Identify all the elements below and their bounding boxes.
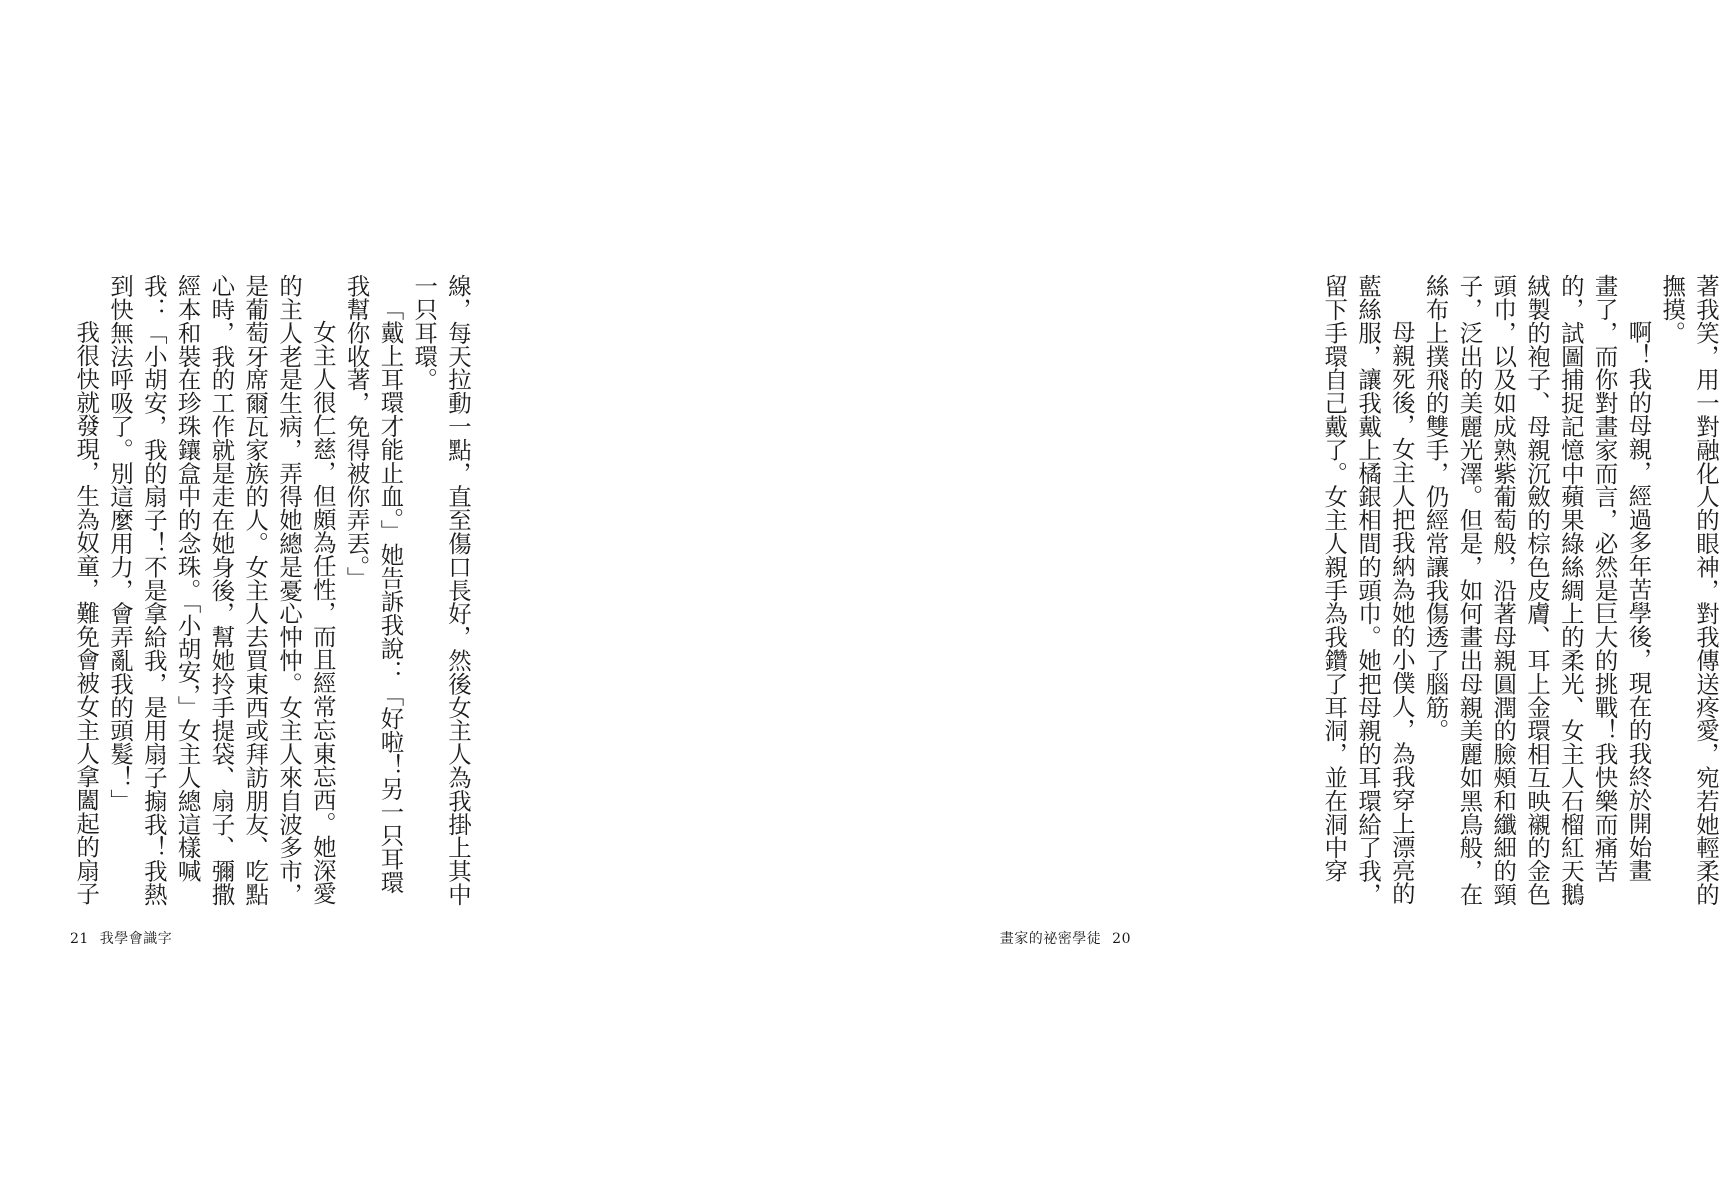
text-line: 到快無法呼吸了。別這麼用力，會弄亂我的頭髮！」 <box>106 274 135 813</box>
running-head: 畫家的祕密學徒 <box>999 931 1102 947</box>
text-line: 著我笑，用一對融化人的眼神，對我傳送疼愛，宛若她輕柔的 <box>1692 274 1720 906</box>
text-line: 經本和裝在珍珠鑲盒中的念珠。「小胡安，」女主人總這樣喊 <box>173 274 202 883</box>
text-line: 一只耳環。 <box>410 274 439 391</box>
text-line: 啊！我的母親，經過多年苦學後，現在的我終於開始畫 <box>1624 320 1653 882</box>
text-line: 我：「小胡安，我的扇子！不是拿給我，是用扇子搧我！我熱 <box>139 274 168 906</box>
text-line: 藍絲服，讓我戴上橘銀相間的頭巾。她把母親的耳環給了我， <box>1354 274 1383 906</box>
right-page-footer <box>1000 930 1137 948</box>
text-line: 心時，我的工作就是走在她身後，幫她拎手提袋、扇子、彌撒 <box>207 274 236 906</box>
right-page <box>600 0 1720 1200</box>
page-number: 21 <box>70 931 89 947</box>
text-line: 的，試圖捕捉記憶中蘋果綠絲綢上的柔光、女主人石榴紅天鵝 <box>1556 274 1585 906</box>
text-line: 子，泛出的美麗光澤。但是，如何畫出母親美麗如黑鳥般，在 <box>1455 274 1484 906</box>
text-line: 絲布上撲飛的雙手，仍經常讓我傷透了腦筋。 <box>1421 274 1450 742</box>
page-number: 20 <box>1112 931 1131 947</box>
text-line: 母親死後，女主人把我納為她的小僕人，為我穿上漂亮的 <box>1387 320 1416 905</box>
left-page-footer <box>64 930 172 948</box>
text-line: 是葡萄牙席爾瓦家族的人。女主人去買東西或拜訪朋友、吃點 <box>241 274 270 906</box>
right-page-body-text <box>1320 274 1722 906</box>
text-line: 頭巾，以及如成熟紫葡萄般，沿著母親圓潤的臉頰和纖細的頸 <box>1489 274 1518 906</box>
text-line: 「戴上耳環才能止血。」她告訴我說：「好啦！另一只耳環 <box>376 297 405 894</box>
left-page-body-text <box>72 274 474 906</box>
text-line: 畫了，而你對畫家而言，必然是巨大的挑戰！我快樂而痛苦 <box>1590 274 1619 883</box>
text-line: 絨製的袍子、母親沉斂的棕色皮膚、耳上金環相互映襯的金色 <box>1523 274 1552 906</box>
text-line: 撫摸。 <box>1658 274 1687 345</box>
text-line: 線，每天拉動一點，直至傷口長好，然後女主人為我掛上其中 <box>444 274 472 906</box>
left-page <box>0 0 600 1200</box>
text-line: 我幫你收著，免得被你弄丟。」 <box>342 274 371 590</box>
text-line: 的主人老是生病，弄得她總是憂心忡忡。女主人來自波多市， <box>275 274 304 906</box>
text-line: 留下手環自己戴了。女主人親手為我鑽了耳洞，並在洞中穿 <box>1320 274 1349 883</box>
running-head: 我學會識字 <box>99 931 173 947</box>
text-line: 我很快就發現，生為奴童，難免會被女主人拿闔起的扇子 <box>72 320 101 905</box>
text-line: 女主人很仁慈，但頗為任性，而且經常忘東忘西。她深愛 <box>308 320 337 905</box>
